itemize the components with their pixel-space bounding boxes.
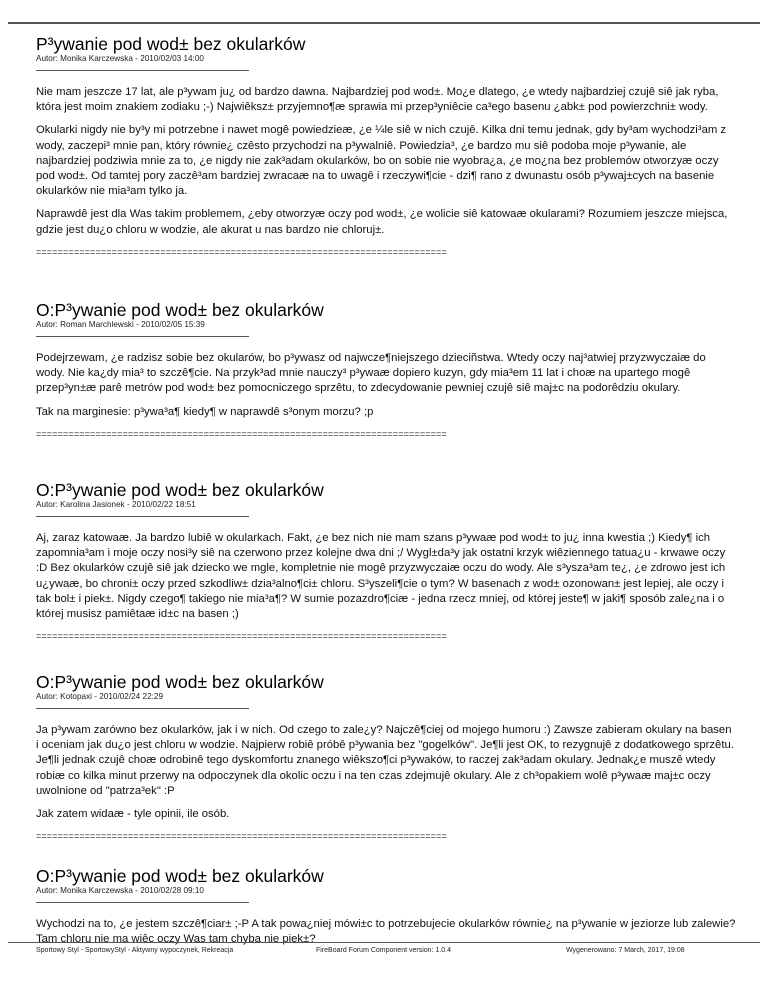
- post-paragraph: Tak na marginesie: p³ywa³a¶ kiedy¶ w naprawdê s³onym morzu? ;p: [36, 405, 374, 418]
- divider: [36, 70, 249, 71]
- post-author-meta: Autor: Roman Marchlewski - 2010/02/05 15:39: [36, 320, 205, 329]
- divider: [36, 336, 249, 337]
- divider: [36, 516, 249, 517]
- footer-rule: [8, 942, 760, 943]
- post-paragraph: Podejrzewam, ¿e radzisz sobie bez okularów, bo p³ywasz od najwcze¶niejszego dzieciñstwa. Wtedy oczy naj³atwiej przyzwyczaiæ do wody. Nie ka¿dy mia³ to szczê¶cie. Na przyk³ad mnie nauczy³ p³ywaæ dopiero kuzyn, gdy mia³em 11 lat i choæ na upartego mogê przep³yn±æ parê metrów pod wod± bez pomocniczego sprzêtu, to zdecydowanie pewniej czujê siê maj±c na podorêdziu okulary.: [36, 352, 706, 395]
- forum-post: [36, 34, 736, 258]
- post-paragraph: Aj, zaraz katowaæ. Ja bardzo lubiê w okularkach. Fakt, ¿e bez nich nie mam szans p³ywaæ pod wod± to ju¿ inna kwestia ;) Kiedy¶ ich zapomnia³am i moje oczy nosi³y siê na czerwono przez kolejne dwa dni ;/ Wygl±da³y jak ostatni krzyk wiêziennego tatua¿u - krwawe oczy :D Bez okularków czujê siê jak dziecko we mgle, kompletnie nie mogê przyzwyczaiæ oczu do wody. Ale s³ysza³am te¿, ¿e zdrowo jest ich u¿ywaæ, bo chroni± oczy przed szkodliw± dzia³alno¶ci± chloru. S³yszeli¶cie o tym? W basenach z wod± ozonowan± jest lepiej, ale oczy i tak bol± i piek±. Nigdy czego¶ takiego nie mia³a¶? W sumie pozazdro¶ciæ - jedna rzecz mniej, od której jeste¶ w jaki¶ sposób zale¿na i o której musisz pamiêtaæ id±c na basen ;): [36, 532, 726, 621]
- post-title: O:P³ywanie pod wod± bez okularków: [36, 480, 324, 500]
- post-paragraph: Wychodzi na to, ¿e jestem szczê¶ciar± ;-P A tak powa¿niej mówi±c to potrzebujecie okularków równie¿ na p³ywanie w jeziorze lub zalewie? Tam chloru nie ma wiêc oczy Was tam chyba nie piek±?: [36, 918, 736, 946]
- forum-post: [36, 300, 736, 440]
- footer-site-name: Sportowy Styl - SportowyStyl - Aktywny wypoczynek, Rekreacja: [36, 947, 234, 954]
- footer-component-version: FireBoard Forum Component version: 1.0.4: [316, 947, 452, 954]
- divider: [36, 902, 249, 903]
- post-author-meta: Autor: Monika Karczewska - 2010/02/03 14:00: [36, 54, 204, 63]
- post-paragraph: Naprawdê jest dla Was takim problemem, ¿eby otworzyæ oczy pod wod±, ¿e wolicie siê katowaæ okularami? Rozumiem jeszcze miejsca, gdzie jest du¿o chloru w wodzie, ale akurat u nas bardzo nie chloruj±.: [36, 208, 728, 236]
- divider: [36, 708, 249, 709]
- forum-post: [36, 480, 736, 642]
- post-title: P³ywanie pod wod± bez okularków: [36, 34, 306, 54]
- post-paragraph: Okularki nigdy nie by³y mi potrzebne i nawet mogê powiedzieæ, ¿e ¼le siê w nich czujê. Kilka dni temu jednak, gdy by³am wychodzi³am z wody, zaczepi³ mnie pan, który równie¿ czêsto przychodzi na p³ywalniê. Powiedzia³, ¿e bardzo mu siê podoba moje p³ywanie, ale najbardziej podziwia mnie za to, ¿e nigdy nie zak³adam okularków, bo on sobie nie wyobra¿a, ¿e mo¿na bez problemów otworzyæ oczy pod wod±. Od tamtej pory zaczê³am bardziej zwracaæ na to uwagê i rzeczywi¶cie - dzi¶ rano z dwunastu osób p³ywaj±cych na basenie okularków nie mia³am tylko ja.: [36, 124, 727, 198]
- post-title: O:P³ywanie pod wod± bez okularków: [36, 866, 324, 886]
- post-paragraph: Nie mam jeszcze 17 lat, ale p³ywam ju¿ od bardzo dawna. Najbardziej pod wod±. Mo¿e dlatego, ¿e wtedy najbardziej czujê siê jak ryba, która jest moim znakiem zodiaku ;-) Najwiêksz± przyjemno¶æ sprawia mi przep³yniêcie ca³ego basenu ¿abk± pod powierzchni± wody.: [36, 86, 719, 114]
- post-title: O:P³ywanie pod wod± bez okularków: [36, 672, 324, 692]
- post-author-meta: Autor: Karolina Jasionek - 2010/02/22 18:51: [36, 500, 196, 509]
- footer-generated-date: Wygenerowano: 7 March, 2017, 19:08: [566, 947, 685, 954]
- post-separator: ============================================================================: [36, 246, 447, 257]
- post-author-meta: Autor: Kotopaxi - 2010/02/24 22:29: [36, 692, 163, 701]
- post-paragraph: Jak zatem widaæ - tyle opinii, ile osób.: [36, 808, 230, 821]
- forum-post: [36, 672, 736, 842]
- post-separator: ============================================================================: [36, 631, 447, 642]
- post-author-meta: Autor: Monika Karczewska - 2010/02/28 09:10: [36, 886, 204, 895]
- post-title: O:P³ywanie pod wod± bez okularków: [36, 300, 324, 320]
- top-rule: [8, 22, 760, 24]
- post-separator: ============================================================================: [36, 831, 447, 842]
- post-paragraph: Ja p³ywam zarówno bez okularków, jak i w nich. Od czego to zale¿y? Najczê¶ciej od mojego humoru :) Zawsze zabieram okulary na basen i oceniam jak du¿o jest chloru w wodzie. Najpierw robiê próbê p³ywania bez "gogelków". Je¶li jest OK, to rezygnujê z dodatkowego sprzêtu. Je¶li jednak czujê choæ odrobinê tego dyskomfortu znanego wiêkszo¶ci p³ywaków, to raczej zak³adam okulary. Jednak¿e muszê wtedy robiæ co kilka minut przerwy na odpoczynek dla okolic oczu i na ten czas zdejmujê okulary. Ale z ch³opakiem wolê p³ywaæ maj±c oczy uwolnione od "patrza³ek" :P: [36, 724, 734, 797]
- post-separator: ============================================================================: [36, 428, 447, 439]
